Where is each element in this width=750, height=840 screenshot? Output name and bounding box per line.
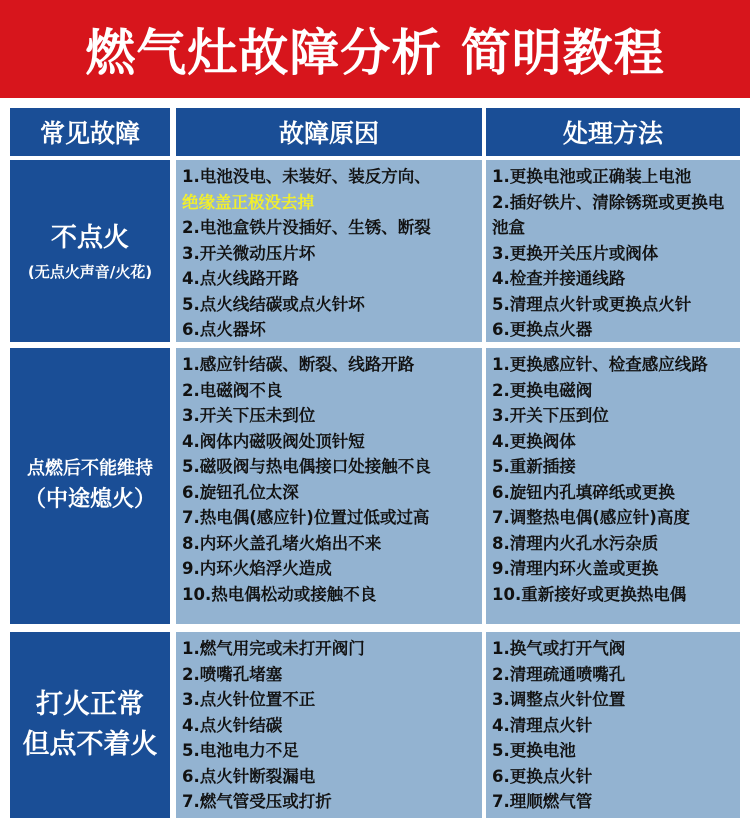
solution-item: 1.更换电池或正确装上电池 — [492, 167, 692, 186]
solution-item: 9.清理内环火盖或更换 — [492, 559, 659, 578]
cause-item: 8.内环火盖孔堵火焰出不来 — [182, 533, 382, 553]
solution-list — [486, 632, 740, 818]
fault-label — [10, 632, 170, 818]
solution-item: 3.调整点火针位置 — [492, 690, 626, 709]
cause-item: 4.点火针结碳 — [182, 715, 283, 735]
cause-item: 9.内环火焰浮火造成 — [182, 559, 332, 578]
fault-subtitle: （中途熄火） — [23, 487, 156, 512]
solution-item: 5.重新插接 — [492, 457, 576, 476]
cause-item: 5.点火线结碳或点火针坏 — [182, 294, 365, 314]
cause-item: 4.点火线路开路 — [182, 269, 299, 288]
header-solution: 处理方法 — [486, 108, 740, 156]
solution-item: 3.开关下压到位 — [492, 406, 609, 425]
cause-item: 1.感应针结碳、断裂、线路开路 — [182, 355, 415, 374]
cause-item: 2.电池盒铁片没插好、生锈、断裂 — [182, 218, 431, 237]
solution-item: 4.清理点火针 — [492, 715, 593, 735]
cause-item: 1.燃气用完或未打开阀门 — [182, 639, 365, 658]
fault-label — [10, 160, 170, 342]
fault-section-flame-out — [0, 348, 750, 624]
cause-item: 4.阀体内磁吸阀处顶针短 — [182, 431, 365, 451]
cause-item: 6.旋钮孔位太深 — [182, 482, 299, 502]
solution-list — [486, 348, 740, 624]
cause-item: 2.电磁阀不良 — [182, 380, 283, 400]
solution-item: 4.更换阀体 — [492, 431, 576, 451]
cause-item: 5.电池电力不足 — [182, 741, 299, 760]
cause-item: 6.点火器坏 — [182, 320, 266, 339]
solution-item: 2.清理疏通喷嘴孔 — [492, 664, 626, 684]
solution-list — [486, 160, 740, 342]
cause-list — [176, 632, 482, 818]
solution-item: 1.更换感应针、检查感应线路 — [492, 355, 708, 374]
solution-item: 6.更换点火针 — [492, 766, 593, 786]
solution-item: 5.更换电池 — [492, 741, 576, 760]
cause-item: 3.开关下压未到位 — [182, 406, 316, 425]
fault-subtitle: (无点火声音/火花) — [27, 263, 153, 281]
cause-item: 10.热电偶松动或接触不良 — [182, 584, 377, 604]
solution-item: 1.换气或打开气阀 — [492, 639, 626, 658]
cause-item: 1.电池没电、未装好、装反方向、 — [182, 167, 431, 186]
solution-item: 10.重新接好或更换热电偶 — [492, 584, 687, 604]
solution-item: 2.更换电磁阀 — [492, 380, 593, 400]
page-title: 燃气灶故障分析 简明教程 — [0, 0, 750, 98]
solution-item: 7.调整热电偶(感应针)高度 — [492, 508, 690, 527]
cause-item: 7.燃气管受压或打折 — [182, 792, 332, 811]
cause-item: 2.喷嘴孔堵塞 — [182, 664, 283, 684]
fault-section-spark-no-flame — [0, 632, 750, 818]
solution-item: 5.清理点火针或更换点火针 — [492, 294, 692, 314]
solution-item: 8.清理内火孔水污杂质 — [492, 533, 659, 553]
cause-item: 6.点火针断裂漏电 — [182, 766, 316, 786]
solution-item: 6.更换点火器 — [492, 320, 593, 339]
cause-list — [176, 160, 482, 342]
cause-item: 7.热电偶(感应针)位置过低或过高 — [182, 508, 430, 527]
fault-title: 点燃后不能维持 — [27, 458, 153, 479]
solution-item: 3.更换开关压片或阀体 — [492, 243, 659, 263]
fault-title: 不点火 — [50, 223, 129, 253]
cause-item-highlight: 绝缘盖正极没去掉 — [182, 192, 314, 212]
solution-item: 4.检查并接通线路 — [492, 269, 626, 288]
cause-item: 3.点火针位置不正 — [182, 690, 316, 709]
cause-list — [176, 348, 482, 624]
fault-title-line-2: 但点不着火 — [22, 729, 158, 760]
fault-section-no-ignition — [0, 160, 750, 342]
fault-label — [10, 348, 170, 624]
solution-item: 7.理顺燃气管 — [492, 792, 593, 811]
solution-item: 2.插好铁片、清除锈斑或更换电池盒 — [492, 192, 725, 237]
fault-title-line-1: 打火正常 — [36, 689, 144, 720]
header-fault: 常见故障 — [10, 108, 170, 156]
cause-item: 3.开关微动压片坏 — [182, 243, 316, 263]
cause-item: 5.磁吸阀与热电偶接口处接触不良 — [182, 457, 431, 476]
solution-item: 6.旋钮内孔填碎纸或更换 — [492, 482, 675, 502]
header-cause: 故障原因 — [176, 108, 482, 156]
